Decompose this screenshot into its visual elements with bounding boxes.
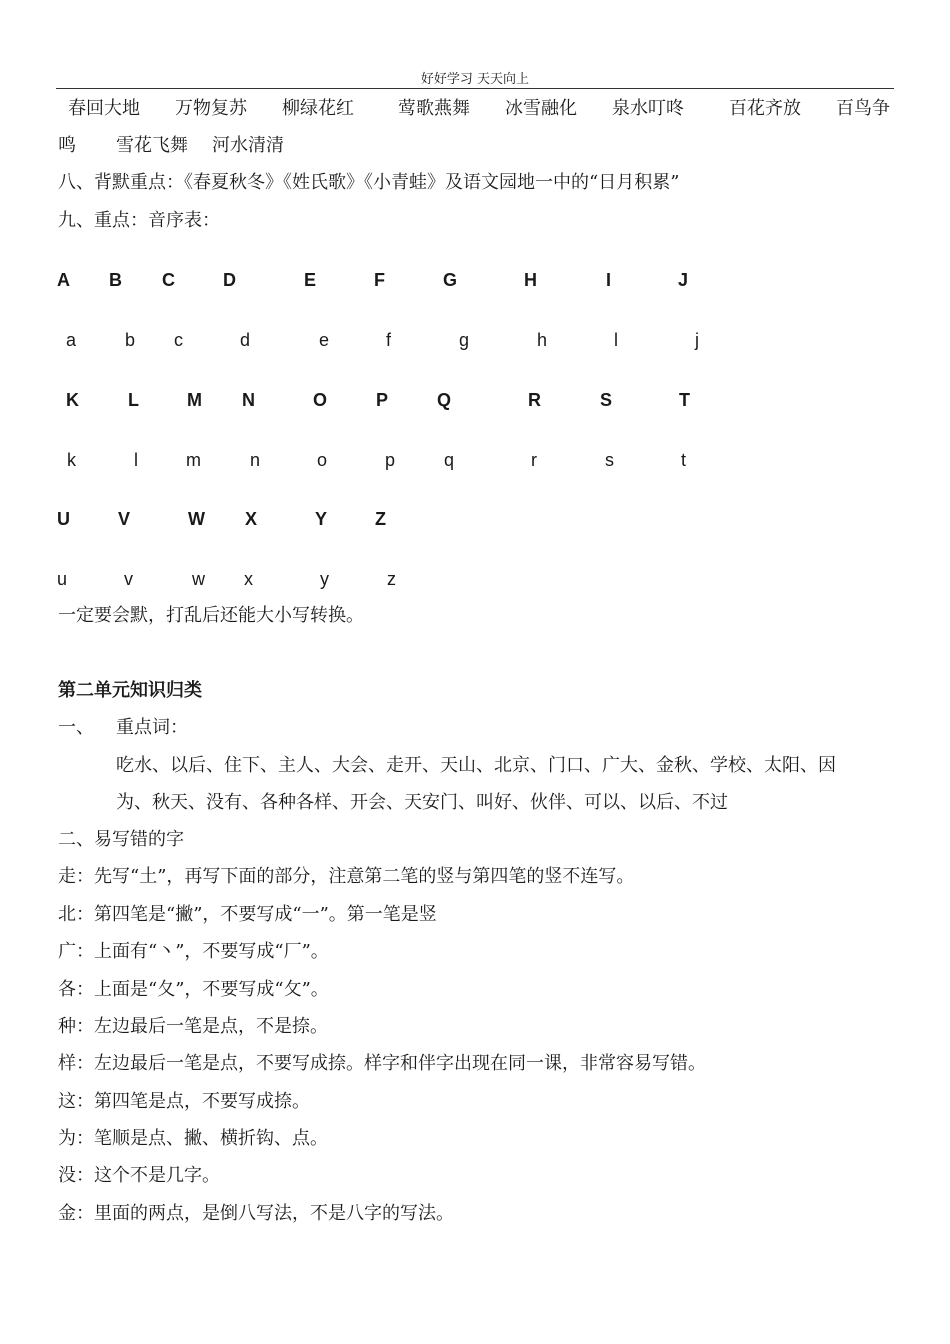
lower-letter: k [67, 450, 76, 470]
upper-letter: J [678, 270, 689, 290]
error-note: 没：这个不是几字。 [58, 1165, 220, 1186]
phrase: 春回大地 [68, 98, 140, 119]
phrase: 莺歌燕舞 [398, 98, 470, 119]
phrase: 雪花飞舞 [116, 135, 188, 156]
lower-letter: u [57, 569, 68, 589]
lower-letter: m [186, 450, 201, 470]
error-note: 走：先写“土”，再写下面的部分，注意第二笔的竖与第四笔的竖不连写。 [58, 866, 635, 887]
header-rule [56, 88, 894, 89]
upper-letter: N [242, 390, 255, 410]
lower-letter: l [614, 330, 618, 350]
lower-letter: q [444, 450, 455, 470]
lower-letter: l [134, 450, 138, 470]
phrase: 百鸟争 [836, 98, 890, 119]
upper-letter: D [223, 270, 236, 290]
upper-letter: A [57, 270, 70, 290]
upper-letter: Z [375, 509, 386, 529]
phrase: 柳绿花红 [282, 98, 354, 119]
upper-letter: T [679, 390, 690, 410]
lower-letter: f [386, 330, 392, 350]
lower-letter: a [66, 330, 77, 350]
upper-letter: V [118, 509, 131, 529]
error-note: 广：上面有“丶”，不要写成“厂”。 [58, 941, 329, 962]
lower-letter: h [537, 330, 548, 350]
upper-letter: C [162, 270, 175, 290]
lower-letter: t [681, 450, 687, 470]
phrase: 冰雪融化 [505, 98, 577, 119]
upper-letter: Q [437, 390, 452, 410]
phrase: 河水清清 [212, 135, 284, 156]
error-note: 样：左边最后一笔是点，不要写成捺。样字和伴字出现在同一课，非常容易写错。 [58, 1053, 706, 1074]
item-8: 八、背默重点：《春夏秋冬》《姓氏歌》《小青蛙》及语文园地一中的“日月积累” [58, 172, 680, 193]
section-label: 重点词： [116, 717, 188, 738]
lower-letter: o [317, 450, 328, 470]
lower-letter: n [250, 450, 261, 470]
phrase: 百花齐放 [729, 98, 801, 119]
memorize-note: 一定要会默，打乱后还能大小写转换。 [58, 605, 364, 626]
lower-letter: v [124, 569, 133, 589]
phrase: 泉水叮咚 [612, 98, 684, 119]
item-9: 九、重点：音序表： [58, 210, 220, 231]
upper-letter: X [245, 509, 258, 529]
error-note: 各：上面是“夂”，不要写成“攵”。 [58, 979, 329, 1000]
lower-letter: p [385, 450, 396, 470]
upper-letter: W [188, 509, 205, 529]
upper-letter: O [313, 390, 328, 410]
error-note: 这：第四笔是点，不要写成捺。 [58, 1091, 310, 1112]
upper-letter: S [600, 390, 613, 410]
error-note: 为：笔顺是点、撇、横折钩、点。 [58, 1128, 328, 1149]
lower-letter: d [240, 330, 251, 350]
upper-letter: B [109, 270, 122, 290]
word-list-line: 吃水、以后、住下、主人、大会、走开、天山、北京、门口、广大、金秋、学校、太阳、因 [116, 755, 836, 776]
error-note: 北：第四笔是“撇”，不要写成“一”。第一笔是竖 [58, 904, 437, 925]
lower-letter: z [387, 569, 396, 589]
section-title: 第二单元知识归类 [58, 680, 202, 701]
lower-letter: w [192, 569, 205, 589]
lower-letter: j [695, 330, 699, 350]
section-heading: 二、易写错的字 [58, 829, 184, 850]
error-note: 金：里面的两点，是倒八写法，不是八字的写法。 [58, 1203, 454, 1224]
lower-letter: c [174, 330, 183, 350]
upper-letter: H [524, 270, 537, 290]
upper-letter: K [66, 390, 79, 410]
lower-letter: b [125, 330, 136, 350]
upper-letter: G [443, 270, 458, 290]
error-note: 种：左边最后一笔是点，不是捺。 [58, 1016, 328, 1037]
word-list-line: 为、秋天、没有、各种各样、开会、天安门、叫好、伙伴、可以、以后、不过 [116, 792, 728, 813]
upper-letter: I [606, 270, 612, 290]
phrase: 万物复苏 [175, 98, 247, 119]
phrase: 鸣 [58, 135, 76, 156]
upper-letter: R [528, 390, 541, 410]
lower-letter: s [605, 450, 614, 470]
upper-letter: U [57, 509, 70, 529]
page-header: 好好学习 天天向上 [420, 72, 530, 87]
lower-letter: x [244, 569, 253, 589]
upper-letter: M [187, 390, 202, 410]
lower-letter: e [319, 330, 330, 350]
upper-letter: Y [315, 509, 328, 529]
upper-letter: P [376, 390, 389, 410]
section-number: 一、 [58, 717, 94, 738]
lower-letter: g [459, 330, 470, 350]
lower-letter: y [320, 569, 329, 589]
upper-letter: E [304, 270, 317, 290]
upper-letter: F [374, 270, 385, 290]
lower-letter: r [531, 450, 537, 470]
upper-letter: L [128, 390, 139, 410]
